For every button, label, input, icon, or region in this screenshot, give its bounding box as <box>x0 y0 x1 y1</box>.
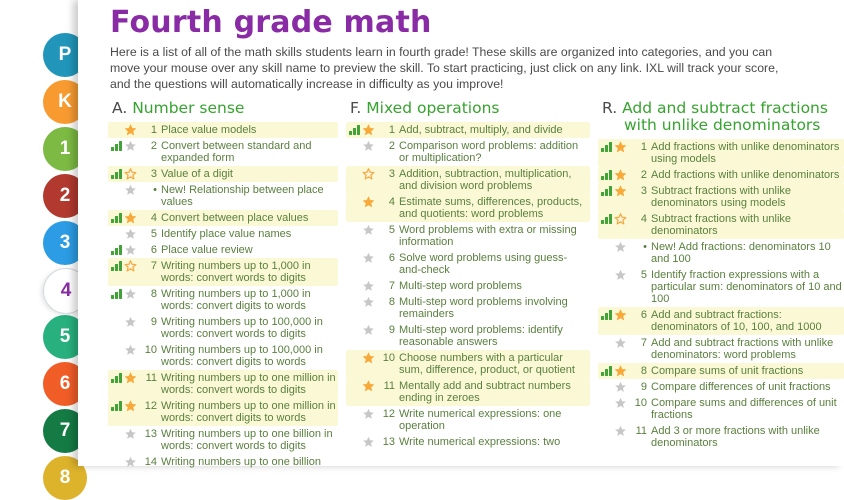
skill-name: New! Relationship between place values <box>161 184 324 208</box>
category-name[interactable]: Add and subtract fractions with unlike denominators <box>622 99 828 134</box>
skill-name: Identify fraction expressions with a particular sum: denominators of 10 and 100 <box>651 269 842 305</box>
score-bars-placeholder <box>348 140 361 152</box>
star-gray-icon <box>361 224 375 236</box>
score-bars-placeholder <box>110 184 123 196</box>
star-gray-icon <box>361 408 375 420</box>
skill-item[interactable] <box>346 194 590 222</box>
category-letter: A. <box>112 99 128 117</box>
category-header <box>350 100 590 117</box>
score-bars-placeholder <box>600 241 613 253</box>
star-gray-icon <box>123 288 137 300</box>
skill-item[interactable] <box>598 363 844 379</box>
star-gray-icon <box>123 344 137 356</box>
star-gray-icon <box>361 296 375 308</box>
bullet-marker: • <box>153 184 157 196</box>
score-bars-placeholder <box>348 196 361 208</box>
skill-number: 11 <box>145 372 157 384</box>
star-gray-icon <box>361 324 375 336</box>
category-name[interactable]: Number sense <box>132 99 245 117</box>
grade-label: 3 <box>59 232 71 253</box>
skill-number: 6 <box>640 309 647 321</box>
score-bars-icon <box>110 140 123 152</box>
skill-number: 13 <box>144 428 157 440</box>
category-letter: F. <box>350 99 362 117</box>
skill-name: Subtract fractions with unlike denominators using models <box>651 185 792 209</box>
skill-name: Subtract fractions with unlike denominators <box>651 213 792 237</box>
star-outline-icon <box>123 168 137 180</box>
skill-number: 5 <box>150 228 157 240</box>
star-filled-icon <box>613 365 627 377</box>
skill-number: 10 <box>382 352 395 364</box>
score-bars-icon <box>600 141 613 153</box>
skill-name: Add fractions with unlike denominators <box>651 169 840 181</box>
category-header <box>112 100 338 117</box>
score-bars-placeholder <box>348 408 361 420</box>
skill-name: Place value models <box>161 124 257 136</box>
content-panel <box>78 0 844 466</box>
score-bars-placeholder <box>600 269 613 281</box>
grade-label: P <box>58 44 72 65</box>
star-gray-icon <box>123 140 137 152</box>
skill-name: Add 3 or more fractions with unlike denominators <box>651 425 820 449</box>
skill-name: Writing numbers up to 1,000 in words: convert words to digits <box>161 260 311 284</box>
star-gray-icon <box>613 397 627 409</box>
score-bars-placeholder <box>600 337 613 349</box>
skill-number: 3 <box>388 168 395 180</box>
skill-item[interactable] <box>598 267 844 307</box>
star-gray-icon <box>361 140 375 152</box>
skill-name: Multi-step word problems: identify reasonable answers <box>399 324 563 348</box>
grade-rail <box>0 0 90 488</box>
star-filled-icon <box>361 196 375 208</box>
skill-number: 7 <box>388 280 395 292</box>
skill-number: 5 <box>388 224 395 236</box>
skill-name: Writing numbers up to 100,000 in words: convert words to digits <box>161 316 323 340</box>
star-gray-icon <box>613 425 627 437</box>
star-gray-icon <box>123 456 137 468</box>
skill-number: 11 <box>635 425 647 437</box>
skill-item[interactable] <box>346 406 590 434</box>
skill-number: 2 <box>640 169 647 181</box>
skill-item[interactable] <box>346 294 590 322</box>
skill-name: Compare differences of unit fractions <box>651 381 831 393</box>
skill-name: Add fractions with unlike denominators using models <box>651 141 840 165</box>
score-bars-placeholder <box>348 296 361 308</box>
star-gray-icon <box>613 337 627 349</box>
skill-number: 3 <box>150 168 157 180</box>
skill-number: 4 <box>388 196 395 208</box>
skill-number: 5 <box>640 269 647 281</box>
score-bars-icon <box>348 124 361 136</box>
score-bars-placeholder <box>110 456 123 468</box>
star-outline-icon <box>123 260 137 272</box>
skill-name: Writing numbers up to one million in words: convert words to digits <box>161 372 336 396</box>
score-bars-placeholder <box>348 252 361 264</box>
score-bars-icon <box>600 213 613 225</box>
star-gray-icon <box>123 316 137 328</box>
skill-number: 7 <box>150 260 157 272</box>
score-bars-icon <box>110 168 123 180</box>
skill-item[interactable] <box>346 278 590 294</box>
star-gray-icon <box>613 269 627 281</box>
skill-item[interactable] <box>598 239 844 267</box>
star-filled-icon <box>361 352 375 364</box>
score-bars-placeholder <box>600 397 613 409</box>
skill-item[interactable] <box>598 139 844 167</box>
star-filled-icon <box>123 124 137 136</box>
skill-item[interactable] <box>108 242 338 258</box>
grade-label: 4 <box>60 280 72 301</box>
skill-name: Mentally add and subtract numbers ending in zeroes <box>399 380 571 404</box>
skill-item[interactable] <box>346 434 590 450</box>
skill-item[interactable] <box>346 322 590 350</box>
skill-list <box>108 122 338 470</box>
skill-name: Write numerical expressions: two <box>399 436 561 448</box>
score-bars-icon <box>600 365 613 377</box>
skill-name: Writing numbers up to 100,000 in words: convert digits to words <box>161 344 323 368</box>
skill-item[interactable] <box>108 314 338 342</box>
skill-item[interactable] <box>108 138 338 166</box>
skill-name: Multi-step word problems involving remainders <box>399 296 568 320</box>
skill-name: Choose numbers with a particular sum, difference, product, or quotient <box>399 352 575 376</box>
grade-label: 8 <box>59 467 71 488</box>
grade-label: 1 <box>59 138 71 159</box>
skill-number: 8 <box>388 296 395 308</box>
skill-number: 9 <box>640 381 647 393</box>
skill-name: Writing numbers up to one billion <box>161 456 321 468</box>
score-bars-placeholder <box>348 224 361 236</box>
score-bars-icon <box>600 309 613 321</box>
grade-label: 2 <box>59 185 71 206</box>
skill-number: 12 <box>144 400 157 412</box>
score-bars-icon <box>110 288 123 300</box>
skill-item[interactable] <box>598 307 844 335</box>
skill-item[interactable] <box>346 222 590 250</box>
skill-number: 6 <box>150 244 157 256</box>
skill-number: 7 <box>640 337 647 349</box>
skill-item[interactable] <box>346 250 590 278</box>
skill-name: Estimate sums, differences, products, and quotients: word problems <box>399 196 583 220</box>
star-gray-icon <box>361 436 375 448</box>
skill-item[interactable] <box>108 122 338 138</box>
skill-item[interactable] <box>598 183 844 211</box>
score-bars-icon <box>110 212 123 224</box>
skill-number: 11 <box>383 380 395 392</box>
skill-name: Add and subtract fractions: denominators of 10, 100, and 1000 <box>651 309 822 333</box>
grade-label: 7 <box>59 420 71 441</box>
skill-item[interactable] <box>346 378 590 406</box>
star-outline-icon <box>613 213 627 225</box>
star-gray-icon <box>123 428 137 440</box>
skill-number: 13 <box>382 436 395 448</box>
star-filled-icon <box>123 400 137 412</box>
star-filled-icon <box>361 380 375 392</box>
skill-item[interactable] <box>108 342 338 370</box>
grade-label: 5 <box>59 326 71 347</box>
skill-item[interactable] <box>108 210 338 226</box>
skill-item[interactable] <box>346 166 590 194</box>
star-gray-icon <box>613 381 627 393</box>
skill-number: 12 <box>382 408 395 420</box>
skill-name: Add and subtract fractions with unlike denominators: word problems <box>651 337 834 361</box>
score-bars-placeholder <box>348 436 361 448</box>
skill-item[interactable] <box>108 226 338 242</box>
skill-name: Place value review <box>161 244 253 256</box>
skill-name: Writing numbers up to one million in words: convert digits to words <box>161 400 336 424</box>
score-bars-icon <box>600 185 613 197</box>
score-bars-placeholder <box>348 168 361 180</box>
score-bars-placeholder <box>110 428 123 440</box>
skill-number: 2 <box>388 140 395 152</box>
skill-item[interactable] <box>108 370 338 398</box>
skill-name: Identify place value names <box>161 228 292 240</box>
star-outline-icon <box>361 168 375 180</box>
score-bars-icon <box>110 400 123 412</box>
category-column <box>346 100 590 450</box>
skill-name: Addition, subtraction, multiplication, and division word problems <box>399 168 572 192</box>
category-letter: R. <box>602 99 618 117</box>
skill-number: 10 <box>144 344 157 356</box>
skill-name: Write numerical expressions: one operation <box>399 408 562 432</box>
skill-number: 8 <box>640 365 647 377</box>
skill-item[interactable] <box>598 379 844 395</box>
star-gray-icon <box>361 280 375 292</box>
score-bars-icon <box>110 260 123 272</box>
skill-item[interactable] <box>108 454 338 470</box>
skill-number: 4 <box>640 213 647 225</box>
score-bars-placeholder <box>348 324 361 336</box>
score-bars-icon <box>600 169 613 181</box>
grade-label: K <box>58 91 72 112</box>
skill-number: 1 <box>388 124 395 136</box>
skill-number: 9 <box>150 316 157 328</box>
category-header <box>602 100 844 134</box>
skill-item[interactable] <box>346 122 590 138</box>
bullet-marker: • <box>643 241 647 253</box>
skill-name: Solve word problems using guess-and-check <box>399 252 568 276</box>
skill-item[interactable] <box>108 258 338 286</box>
skill-number: 4 <box>150 212 157 224</box>
skill-name: Comparison word problems: addition or multiplication? <box>399 140 579 164</box>
skill-list <box>346 122 590 450</box>
score-bars-placeholder <box>348 380 361 392</box>
score-bars-icon <box>110 244 123 256</box>
skill-name: Word problems with extra or missing information <box>399 224 577 248</box>
skill-item[interactable] <box>108 182 338 210</box>
skill-columns <box>108 100 844 470</box>
score-bars-icon <box>110 372 123 384</box>
score-bars-placeholder <box>110 124 123 136</box>
skill-name: Writing numbers up to one billion in words: convert words to digits <box>161 428 333 452</box>
skill-name: Convert between place values <box>161 212 309 224</box>
category-column <box>598 100 844 451</box>
skill-item[interactable] <box>108 286 338 314</box>
skill-number: 6 <box>388 252 395 264</box>
skill-item[interactable] <box>108 398 338 426</box>
skill-list <box>598 139 844 451</box>
category-name[interactable]: Mixed operations <box>366 99 500 117</box>
skill-item[interactable] <box>108 166 338 182</box>
star-gray-icon <box>123 244 137 256</box>
category-column <box>108 100 338 470</box>
score-bars-placeholder <box>110 344 123 356</box>
star-gray-icon <box>123 228 137 240</box>
skill-item[interactable] <box>598 167 844 183</box>
star-filled-icon <box>361 124 375 136</box>
skill-name: Value of a digit <box>161 168 233 180</box>
score-bars-placeholder <box>110 228 123 240</box>
skill-number: 1 <box>640 141 647 153</box>
intro-text: Here is a list of all of the math skills students learn in fourth grade! These skills are organized into categories, and you can move your mouse over any skill name to preview the skill. To start practicing, just click on any link. IXL will track your score, and the questions will automatically increase in difficulty as you improve! <box>110 45 779 91</box>
skill-number: 3 <box>640 185 647 197</box>
star-gray-icon <box>123 184 137 196</box>
star-gray-icon <box>613 241 627 253</box>
skill-name: Compare sums of unit fractions <box>651 365 804 377</box>
skill-item[interactable] <box>598 335 844 363</box>
star-filled-icon <box>123 212 137 224</box>
skill-item[interactable] <box>598 423 844 451</box>
content-inner <box>78 0 844 470</box>
skill-item[interactable] <box>598 395 844 423</box>
skill-name: Add, subtract, multiply, and divide <box>399 124 563 136</box>
score-bars-placeholder <box>600 425 613 437</box>
star-gray-icon <box>361 252 375 264</box>
skill-number: 1 <box>150 124 157 136</box>
skill-item[interactable] <box>598 211 844 239</box>
star-filled-icon <box>123 372 137 384</box>
skill-number: 2 <box>150 140 157 152</box>
skill-name: Writing numbers up to 1,000 in words: convert digits to words <box>161 288 311 312</box>
score-bars-placeholder <box>348 280 361 292</box>
score-bars-placeholder <box>110 316 123 328</box>
skill-name: Compare sums and differences of unit fractions <box>651 397 837 421</box>
star-filled-icon <box>613 309 627 321</box>
skill-item[interactable] <box>346 138 590 166</box>
star-filled-icon <box>613 169 627 181</box>
star-filled-icon <box>613 141 627 153</box>
skill-name: Multi-step word problems <box>399 280 522 292</box>
skill-number: 9 <box>388 324 395 336</box>
star-filled-icon <box>613 185 627 197</box>
skill-name: Convert between standard and expanded form <box>161 140 312 164</box>
skill-name: New! Add fractions: denominators 10 and 100 <box>651 241 831 265</box>
skill-number: 10 <box>634 397 647 409</box>
score-bars-placeholder <box>348 352 361 364</box>
grade-label: 6 <box>59 373 71 394</box>
skill-number: 14 <box>144 456 157 468</box>
skill-item[interactable] <box>108 426 338 454</box>
skill-item[interactable] <box>346 350 590 378</box>
page-title: Fourth grade math <box>110 5 432 40</box>
score-bars-placeholder <box>600 381 613 393</box>
skill-number: 8 <box>150 288 157 300</box>
